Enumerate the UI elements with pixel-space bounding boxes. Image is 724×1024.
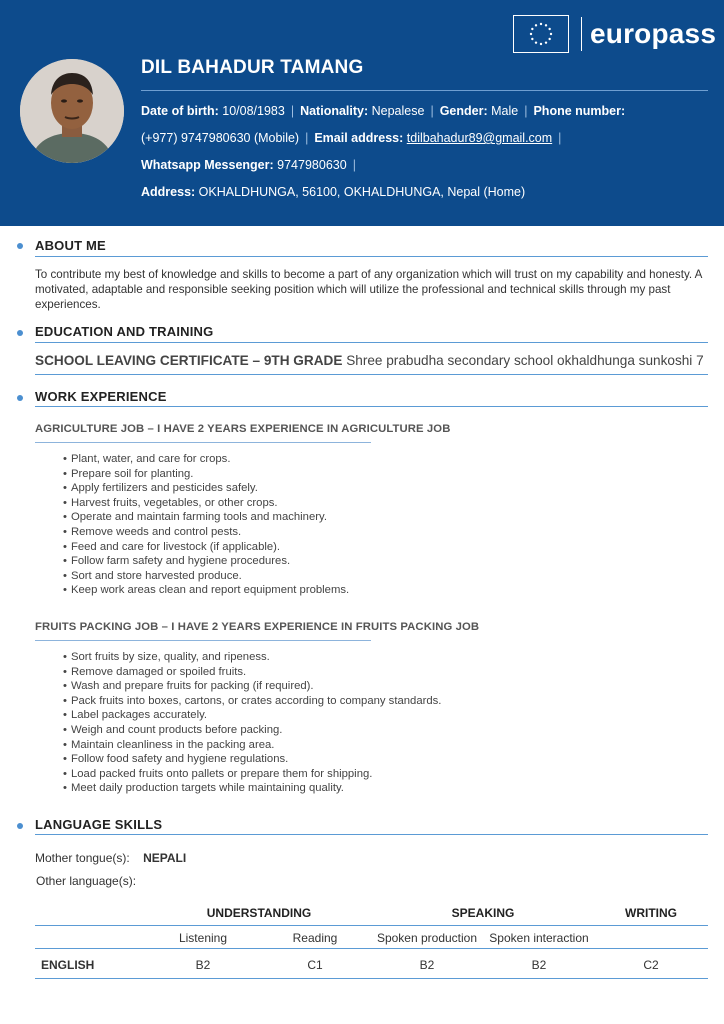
separator: |	[290, 104, 295, 118]
phone-label: Phone number:	[533, 104, 626, 118]
name-divider	[141, 90, 708, 91]
whatsapp-label: Whatsapp Messenger:	[141, 158, 274, 172]
email-link[interactable]: tdilbahadur89@gmail.com	[406, 131, 553, 145]
eu-star	[530, 33, 532, 35]
personal-info-line-1	[141, 104, 625, 118]
separator: |	[352, 158, 356, 172]
list-item: • Remove weeds and control pests.	[63, 525, 349, 540]
eu-star	[535, 41, 537, 43]
list-item: • Load packed fruits onto pallets or prepare them for shipping.	[63, 767, 441, 782]
level-writing: C2	[643, 958, 659, 972]
list-item: • Keep work areas clean and report equipment problems.	[63, 583, 349, 598]
list-item: • Pack fruits into boxes, cartons, or crates according to company standards.	[63, 694, 441, 709]
work-section-title: WORK EXPERIENCE	[35, 389, 167, 404]
dob-label: Date of birth:	[141, 104, 219, 118]
mother-tongue-label: Mother tongue(s):	[35, 851, 130, 865]
education-section-title: EDUCATION AND TRAINING	[35, 324, 214, 339]
address-value: OKHALDHUNGA, 56100, OKHALDHUNGA, Nepal (Home)	[198, 185, 526, 199]
candidate-name: DIL BAHADUR TAMANG	[141, 57, 364, 78]
eu-star	[531, 28, 533, 30]
eu-star	[548, 38, 550, 40]
mother-tongue	[35, 851, 186, 865]
separator: |	[524, 104, 528, 118]
list-item: • Label packages accurately.	[63, 708, 441, 723]
nationality-label: Nationality:	[300, 104, 369, 118]
separator: |	[305, 131, 309, 145]
job-duties-fruits-packing	[63, 650, 441, 796]
table-rule	[35, 978, 708, 979]
language-section-title: LANGUAGE SKILLS	[35, 817, 163, 832]
list-item: • Remove damaged or spoiled fruits.	[63, 665, 441, 680]
list-item: • Harvest fruits, vegetables, or other crops.	[63, 496, 349, 511]
education-school: Shree prabudha secondary school okhaldhunga sunkoshi 7	[346, 353, 704, 368]
education-entry-rule	[35, 374, 708, 375]
job-title-fruits-packing: FRUITS PACKING JOB – I HAVE 2 YEARS EXPERIENCE IN FRUITS PACKING JOB	[35, 621, 480, 633]
eu-star	[531, 38, 533, 40]
eu-star	[535, 24, 537, 26]
section-bullet	[17, 395, 23, 401]
europass-wordmark: europass	[590, 18, 717, 49]
subheader-spoken-production: Spoken production	[376, 931, 478, 945]
list-item: • Maintain cleanliness in the packing area.	[63, 738, 441, 753]
level-spoken-production: B2	[419, 958, 435, 972]
list-item: • Feed and care for livestock (if applicable).	[63, 540, 349, 555]
level-reading: C1	[307, 958, 323, 972]
eu-star	[550, 33, 552, 35]
subheader-listening: Listening	[178, 931, 228, 945]
header-writing: WRITING	[625, 906, 677, 920]
list-item: • Sort fruits by size, quality, and ripeness.	[63, 650, 441, 665]
eu-star	[540, 43, 542, 45]
table-rule	[35, 925, 708, 926]
job-duties-agriculture	[63, 452, 349, 598]
education-entry	[35, 353, 704, 368]
nationality-value: Nepalese	[371, 104, 425, 118]
about-text: To contribute my best of knowledge and skills to become a part of any organization which will trust on my capability and honesty. A motivated, adaptable and responsible seeking position which will utilize the professional and technical skills through my past experiences.	[35, 268, 702, 311]
europass-logo	[513, 15, 716, 53]
table-rule	[35, 948, 708, 949]
eu-star	[545, 24, 547, 26]
eu-star	[545, 41, 547, 43]
email-label: Email address:	[314, 131, 404, 145]
gender-value: Male	[491, 104, 519, 118]
section-bullet	[17, 823, 23, 829]
mother-tongue-value: NEPALI	[143, 851, 187, 865]
other-languages-label: Other language(s):	[36, 874, 137, 888]
personal-info-line-2	[141, 131, 567, 145]
section-bullet	[17, 330, 23, 336]
gender-label: Gender:	[439, 104, 488, 118]
separator: |	[558, 131, 562, 145]
list-item: • Plant, water, and care for crops.	[63, 452, 349, 467]
job-rule	[35, 442, 371, 443]
job-title-agriculture: AGRICULTURE JOB – I HAVE 2 YEARS EXPERIENCE IN AGRICULTURE JOB	[35, 423, 451, 435]
personal-info-line-3	[141, 158, 362, 172]
list-item: • Operate and maintain farming tools and machinery.	[63, 510, 349, 525]
list-item: • Follow food safety and hygiene regulations.	[63, 752, 441, 767]
address-label: Address:	[141, 185, 196, 199]
level-spoken-interaction: B2	[531, 958, 547, 972]
subheader-reading: Reading	[292, 931, 338, 945]
list-item: • Wash and prepare fruits for packing (if required).	[63, 679, 441, 694]
personal-info-line-4	[141, 185, 525, 199]
separator: |	[430, 104, 434, 118]
whatsapp-value: 9747980630	[277, 158, 347, 172]
eu-star	[548, 28, 550, 30]
list-item: • Follow farm safety and hygiene procedures.	[63, 554, 349, 569]
section-bullet	[17, 243, 23, 249]
work-section-rule	[35, 406, 708, 407]
eu-stars-icon	[513, 15, 569, 53]
education-section-rule	[35, 342, 708, 343]
list-item: • Sort and store harvested produce.	[63, 569, 349, 584]
list-item: • Weigh and count products before packing.	[63, 723, 441, 738]
list-item: • Apply fertilizers and pesticides safely.	[63, 481, 349, 496]
logo-divider	[581, 17, 582, 51]
language-name: ENGLISH	[41, 958, 95, 972]
header-understanding: UNDERSTANDING	[206, 906, 312, 920]
job-rule	[35, 640, 371, 641]
about-section-title: ABOUT ME	[35, 238, 106, 253]
education-degree: SCHOOL LEAVING CERTIFICATE – 9TH GRADE	[35, 353, 343, 368]
language-section-rule	[35, 834, 708, 835]
about-section-rule	[35, 256, 708, 257]
cv-header	[0, 0, 724, 226]
dob-value: 10/08/1983	[222, 104, 285, 118]
eu-star	[540, 23, 542, 25]
subheader-spoken-interaction: Spoken interaction	[489, 931, 589, 945]
level-listening: B2	[195, 958, 211, 972]
header-speaking: SPEAKING	[451, 906, 515, 920]
profile-photo	[20, 59, 124, 163]
list-item: • Meet daily production targets while maintaining quality.	[63, 781, 441, 796]
list-item: • Prepare soil for planting.	[63, 467, 349, 482]
phone-value: (+977) 9747980630 (Mobile)	[141, 131, 300, 145]
